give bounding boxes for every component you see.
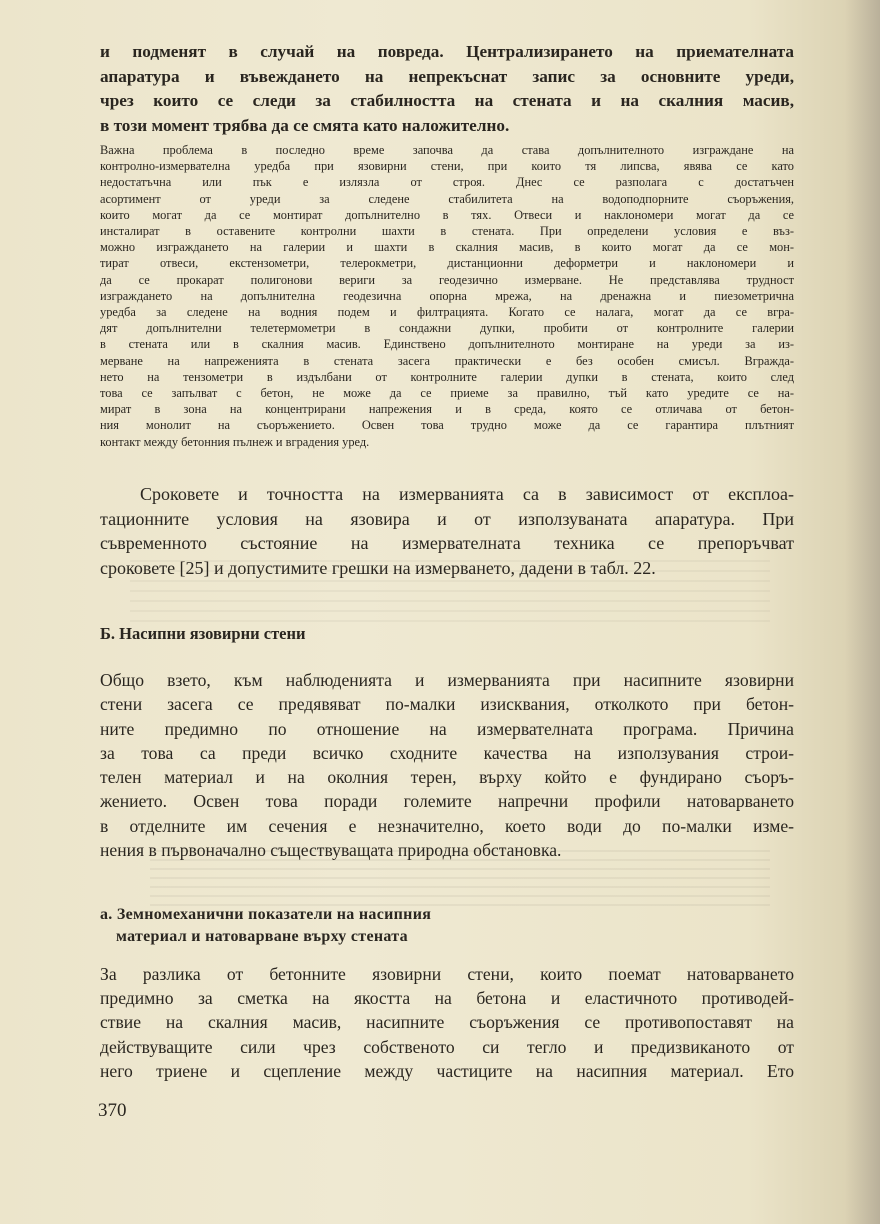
small-print-paragraph — [100, 142, 794, 450]
text-line: в този момент трябва да се смята като наложително. — [100, 115, 510, 135]
text-line: стени засега се предявяват по-малки изисквания, отколкото при бетон- — [100, 694, 794, 715]
subsection-heading-line: а. Земномеханични показатели на насипния — [100, 906, 432, 923]
text-line: които могат да се монтират допълнително в тях. Отвеси и наклономери могат да се — [100, 207, 794, 222]
text-line: недостатъчна или пък е излязла от строя. Днес се разполага с достатъчен — [100, 175, 794, 190]
text-line: асортимент от уреди за следене стабилитета на водоподпорните съоръжения, — [100, 191, 794, 206]
text-line: апаратура и въвеждането на непрекъснат запис за основните уреди, — [100, 66, 794, 86]
text-line: Важна проблема в последно време започва да става допълнителното изграждане на — [100, 143, 794, 157]
earth-dams-paragraph — [100, 668, 794, 862]
text-line: телен материал и на околния терен, върху който е фундирано съоръ- — [100, 767, 794, 788]
text-line: предимно за сметка на якостта на бетона и еластичното противодей- — [100, 988, 794, 1009]
text-line: изграждането на допълнителна геодезична опорна мрежа, на дренажна и пиезометрична — [100, 288, 794, 303]
text-line: инсталират в оставените контролни шахти в стената. При определени условия е въз- — [100, 224, 794, 239]
text-line: да се прокарат полигонови вериги за геодезично измерване. Не представлява трудност — [100, 272, 794, 287]
text-line: него триене и сцепление между частиците на насипния материал. Ето — [100, 1060, 794, 1081]
text-line: контролно-измервателна уредба при язовирни стени, при които тя липсва, явява се като — [100, 159, 794, 174]
text-line: можно изграждането на галерии и шахти в скалния масив, в които могат да се мон- — [100, 240, 794, 255]
section-heading: Б. Насипни язовирни стени — [100, 624, 306, 643]
text-line: сроковете [25] и допустимите грешки на измерването, дадени в табл. 22. — [100, 557, 656, 578]
text-line: нето на тензометри в издълбани от контролните галерии дупки в стената, които след — [100, 369, 794, 384]
text-line: За разлика от бетонните язовирни стени, които поемат натоварването — [100, 964, 794, 984]
text-line: мират в зона на концентрирани напрежения и в среда, която се отличава от бетон- — [100, 402, 794, 417]
text-line: жението. Освен това поради големите напречни профили натоварването — [100, 791, 794, 812]
text-line: тират отвеси, екстензометри, телерокметри, дистанционни деформетри и наклономери и — [100, 256, 794, 271]
page-number: 370 — [98, 1100, 127, 1121]
text-line: в отделните им сечения е незначително, което води до по-малки изме- — [100, 815, 794, 836]
text-line: чрез които се следи за стабилността на стената и на скалния масив, — [100, 91, 794, 110]
text-line: и подменят в случай на повреда. Централизирането на приемателната — [100, 42, 794, 61]
text-line: ствие на скалния масив, насипните съоръжения се противопоставят на — [100, 1012, 794, 1033]
middle-paragraph — [100, 482, 794, 580]
text-line: действуващите сили чрез собственото си тегло и предизвиканото от — [100, 1036, 794, 1057]
text-line: мерване на напреженията в стената засега практически е без особен смисъл. Вгражда- — [100, 353, 794, 368]
text-line: тационните условия на язовира и от използуваната апаратура. При — [100, 508, 794, 529]
subsection-heading — [100, 904, 700, 948]
top-paragraph — [100, 40, 794, 138]
last-paragraph — [100, 962, 794, 1083]
text-line: това се запълват с бетон, не може да се приеме за правилно, тъй като уредите се на- — [100, 386, 794, 401]
text-line: за това са преди всичко сходните качества на използувания строи- — [100, 742, 794, 763]
text-line: дят допълнителни телетермометри в сондажни дупки, пробити от контролните галерии — [100, 321, 794, 336]
text-line: ните предимно по отношение на измервателната програма. Причина — [100, 718, 794, 739]
text-line: контакт между бетонния пълнеж и вградения уред. — [100, 434, 370, 449]
subsection-heading-line: материал и натоварване върху стената — [116, 928, 408, 945]
text-line: Общо взето, към наблюденията и измерванията при насипните язовирни — [100, 670, 794, 690]
text-line: Сроковете и точността на измерванията са в зависимост от експлоа- — [140, 484, 794, 504]
text-line: съвременното състояние на измервателната техника се препоръчват — [100, 533, 794, 554]
text-line: уредба за следене на водния подем и филтрацията. Когато се налага, могат да се вгра- — [100, 305, 794, 320]
text-line: ния монолит на съоръжението. Освен това трудно може да се гарантира плътният — [100, 418, 794, 433]
text-line: нения в първоначално съществуващата природна обстановка. — [100, 840, 562, 861]
text-line: в стената или в скалния масив. Единствено допълнителното монтиране на уреди за из- — [100, 337, 794, 352]
